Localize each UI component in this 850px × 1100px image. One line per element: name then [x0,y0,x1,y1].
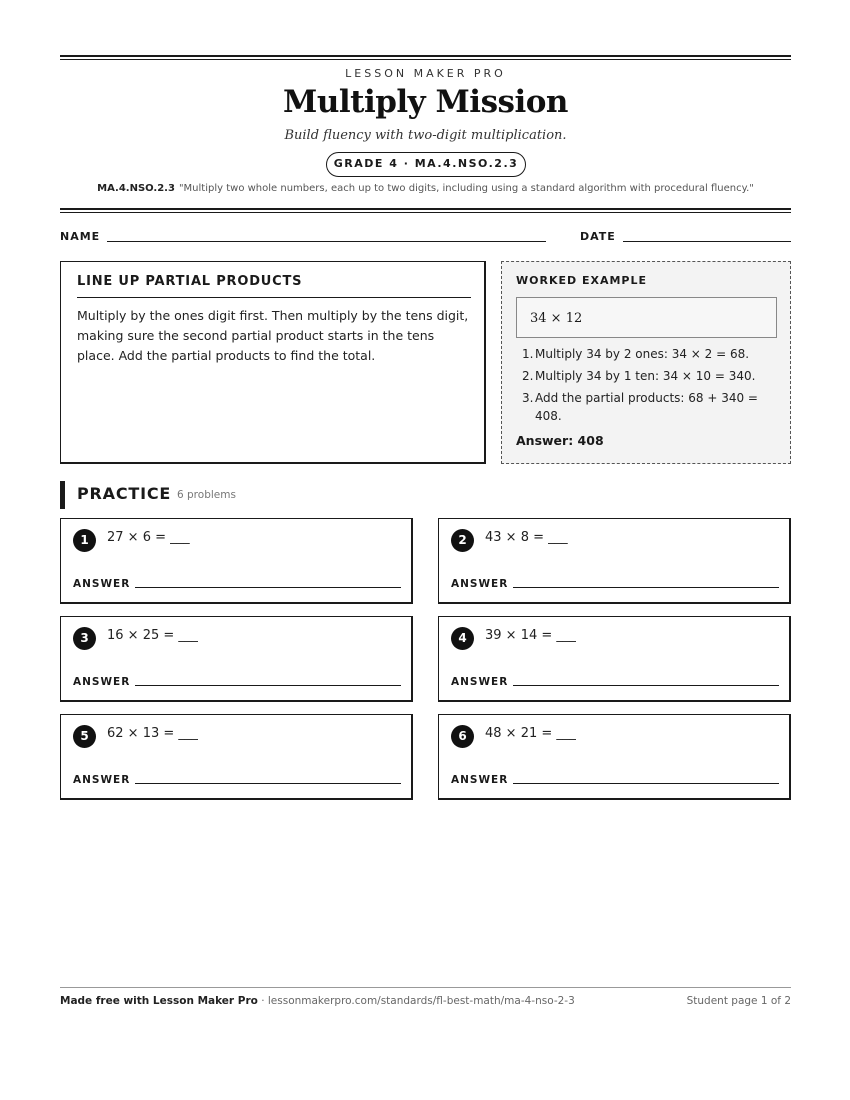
name-label: NAME [60,230,101,243]
problem-number: 4 [451,627,474,650]
example-step: 2. Multiply 34 by 1 ten: 34 × 10 = 340. [522,369,756,383]
problem-question: 16 × 25 = ___ [107,628,198,643]
example-problem: 34 × 12 [516,297,777,338]
standard-line [60,183,791,194]
footer-credit [60,995,575,1007]
problem-card [438,518,791,604]
answer-line[interactable] [513,685,779,686]
answer-label: ANSWER [73,676,131,688]
worksheet-title: Multiply Mission [283,84,568,120]
lesson-box [60,261,486,464]
worked-example-box [501,261,791,464]
worksheet-subtitle: Build fluency with two-digit multiplication. [284,128,567,143]
example-step: 1. Multiply 34 by 2 ones: 34 × 2 = 68. [522,347,750,361]
example-steps [516,345,780,429]
date-field[interactable] [623,241,791,242]
answer-label: ANSWER [451,578,509,590]
answer-label: ANSWER [451,774,509,786]
worksheet-page [60,0,791,1100]
standard-text: "Multiply two whole numbers, each up to two digits, including using a standard algorithm with procedural fluency." [178,183,754,194]
name-field[interactable] [107,241,546,242]
answer-label: ANSWER [73,774,131,786]
date-label: DATE [580,230,616,243]
problem-card [60,714,413,800]
problem-question: 27 × 6 = ___ [107,530,190,545]
problem-card [60,616,413,702]
brand-name: LESSON MAKER PRO [345,67,506,80]
grade-badge: GRADE 4 · MA.4.NSO.2.3 [326,152,526,177]
example-step: 3. Add the partial products: 68 + 340 = 408. [522,391,758,423]
problem-question: 43 × 8 = ___ [485,530,568,545]
footer-made-with: Made free with Lesson Maker Pro [60,995,258,1007]
answer-line[interactable] [513,783,779,784]
problem-number: 6 [451,725,474,748]
footer-page-number: Student page 1 of 2 [686,995,791,1007]
example-answer: Answer: 408 [516,433,604,448]
answer-line[interactable] [135,783,401,784]
answer-label: ANSWER [73,578,131,590]
practice-count: 6 problems [177,489,236,501]
practice-accent-bar [60,481,65,509]
footer-url[interactable]: · lessonmakerpro.com/standards/fl-best-math/ma-4-nso-2-3 [257,995,575,1007]
problem-number: 3 [73,627,96,650]
header-bottom-rule [60,208,791,213]
problem-number: 5 [73,725,96,748]
problem-card [60,518,413,604]
answer-label: ANSWER [451,676,509,688]
problem-question: 62 × 13 = ___ [107,726,198,741]
problem-card [438,714,791,800]
problem-number: 1 [73,529,96,552]
footer-rule [60,987,791,988]
problem-number: 2 [451,529,474,552]
problem-question: 48 × 21 = ___ [485,726,576,741]
example-heading: WORKED EXAMPLE [516,274,647,287]
top-rule [60,55,791,60]
answer-line[interactable] [513,587,779,588]
lesson-body: Multiply by the ones digit first. Then multiply by the tens digit, making sure the second partial product starts in the tens place. Add the partial products to find the total. [77,308,469,363]
practice-title: PRACTICE [77,484,172,503]
lesson-heading: LINE UP PARTIAL PRODUCTS [77,274,471,298]
problem-question: 39 × 14 = ___ [485,628,576,643]
problem-card [438,616,791,702]
answer-line[interactable] [135,685,401,686]
answer-line[interactable] [135,587,401,588]
standard-code: MA.4.NSO.2.3 [97,183,175,194]
